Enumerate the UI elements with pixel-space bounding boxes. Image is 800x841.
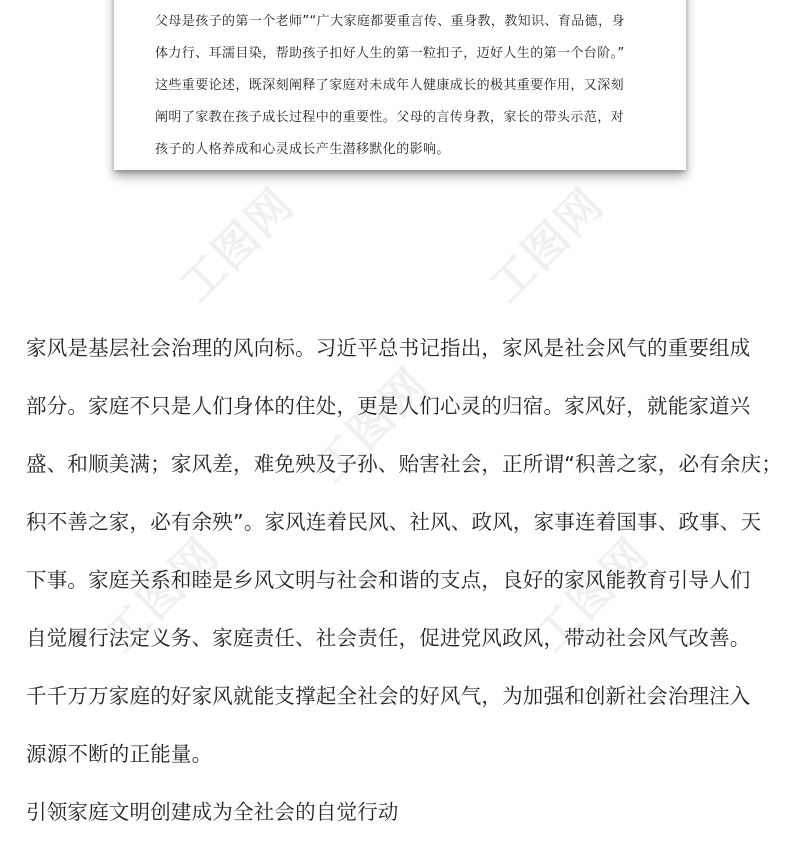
body-text-line: 千千万万家庭的好家风就能支撑起全社会的好风气，为加强和创新社会治理注入 [26,684,751,708]
body-text-line: 部分。家庭不只是人们身体的住处，更是人们心灵的归宿。家风好，就能家道兴 [26,394,751,418]
body-text-line: 家风是基层社会治理的风向标。习近平总书记指出，家风是社会风气的重要组成 [26,336,751,360]
card-text-line: 这些重要论述，既深刻阐释了家庭对未成年人健康成长的极其重要作用，又深刻 [155,78,625,93]
card-text-line: 父母是孩子的第一个老师”“广大家庭都要重言传、重身教，教知识、育品德，身 [155,14,625,29]
watermark: 工图网 [170,178,305,313]
section-heading: 引领家庭文明创建成为全社会的自觉行动 [26,800,399,824]
body-paragraph [26,319,786,841]
watermark: 工图网 [525,528,660,663]
quote-card [114,0,686,170]
card-text-line: 体力行、耳濡目染，帮助孩子扣好人生的第一粒扣子，迈好人生的第一个台阶。” [155,46,625,61]
card-text-line: 阐明了家教在孩子成长过程中的重要性。父母的言传身教，家长的带头示范，对 [155,110,625,125]
body-text-line: 盛、和顺美满；家风差，难免殃及子孙、贻害社会，正所谓“积善之家，必有余庆； [26,452,783,476]
watermark: 工图网 [305,358,440,493]
body-text-line: 自觉履行法定义务、家庭责任、社会责任，促进党风政风，带动社会风气改善。 [26,626,751,650]
body-text-line: 源源不断的正能量。 [26,742,213,766]
card-text-line: 孩子的人格养成和心灵成长产生潜移默化的影响。 [155,142,450,157]
body-text-line: 下事。家庭关系和睦是乡风文明与社会和谐的支点，良好的家风能教育引导人们 [26,568,751,592]
watermark: 工图网 [95,528,230,663]
body-text-line: 积不善之家，必有余殃”。家风连着民风、社风、政风，家事连着国事、政事、天 [26,510,762,534]
watermark: 工图网 [480,178,615,313]
